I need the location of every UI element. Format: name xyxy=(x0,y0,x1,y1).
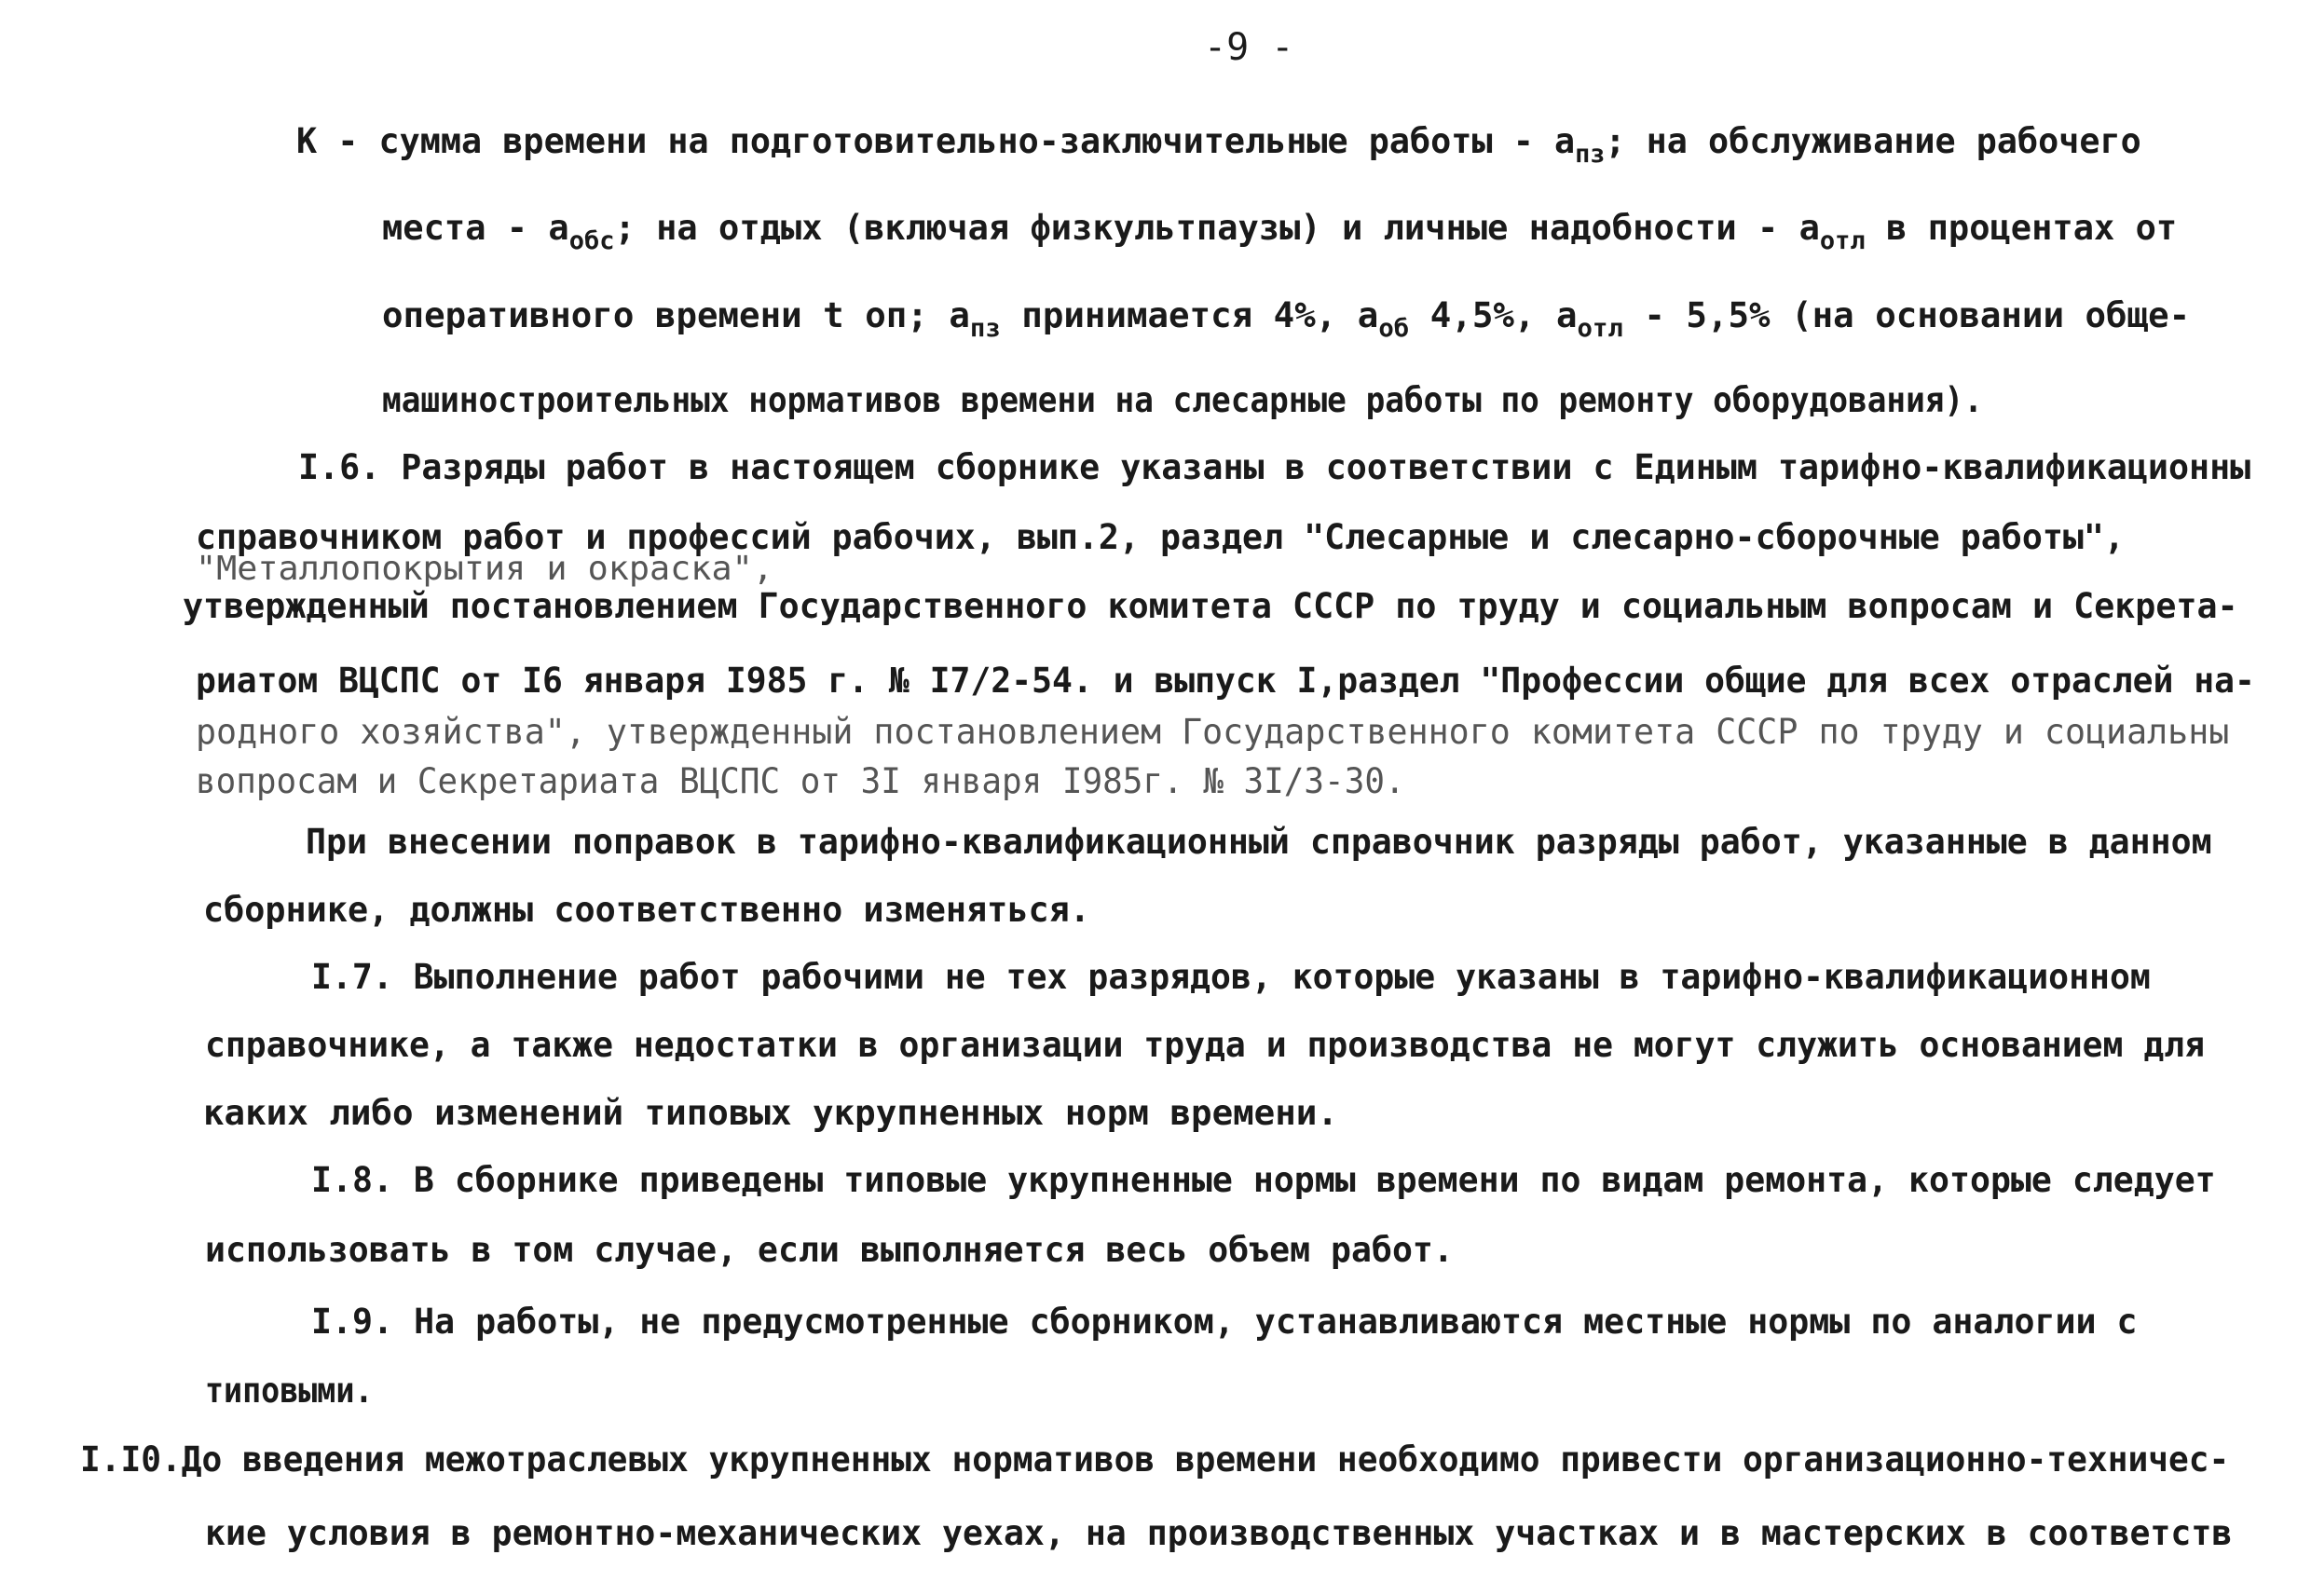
text-line xyxy=(296,121,2141,169)
text-line xyxy=(196,712,2230,752)
text-run: кие условия в ремонтно-механических уехах, на производственных участках и в мастерских в соответств xyxy=(205,1513,2233,1553)
text-run: каких либо изменений типовых укрупненных норм времени. xyxy=(203,1093,1338,1133)
text-run: вопросам и Секретариата ВЦСПС от 3I января I985г. № 3I/3-30. xyxy=(196,761,1405,801)
text-line xyxy=(205,1230,1454,1270)
text-run: места - а xyxy=(382,208,569,248)
text-run: "Металлопокрытия и окраска", xyxy=(196,550,773,588)
text-run: справочнике, а также недостатки в организации труда и производства не могут служить основанием для xyxy=(205,1025,2206,1065)
text-run: I.7. Выполнение работ рабочими не тех разрядов, которые указаны в тарифно-квалификационном xyxy=(311,957,2151,997)
text-run: принимается 4%, а xyxy=(1000,295,1379,335)
text-run: - 5,5% (на основании обще- xyxy=(1622,295,2191,335)
text-line xyxy=(196,761,1405,801)
text-line xyxy=(311,1160,2216,1200)
subscript: отл xyxy=(1819,226,1866,255)
text-run: При внесении поправок в тарифно-квалификационный справочник разряды работ, указанные в данном xyxy=(306,822,2212,862)
text-run: ; на отдых (включая физкультпаузы) и личные надобности - а xyxy=(614,208,1820,248)
text-run: 4,5%, а xyxy=(1409,295,1578,335)
text-run: утвержденный постановлением Государственного комитета СССР по труду и социальным вопросам и Секрета- xyxy=(183,586,2238,626)
text-line xyxy=(311,1302,2138,1342)
text-line xyxy=(183,586,2238,626)
text-run: К - сумма времени на подготовительно-заключительные работы - а xyxy=(296,121,1576,161)
text-line xyxy=(382,295,2191,343)
text-run: I.9. На работы, не предусмотренные сборником, устанавливаются местные нормы по аналогии с xyxy=(311,1302,2138,1342)
text-run: справочником работ и профессий рабочих, вып.2, раздел "Слесарные и слесарно-сборочные работы", xyxy=(196,517,2125,557)
text-run: в процентах от xyxy=(1865,208,2178,248)
text-line xyxy=(196,661,2255,701)
text-run: использовать в том случае, если выполняется весь объем работ. xyxy=(205,1230,1454,1270)
text-line xyxy=(205,1025,2206,1065)
text-run: I.6. Разряды работ в настоящем сборнике указаны в соответствии с Единым тарифно-квалификационны xyxy=(298,447,2251,487)
text-line xyxy=(205,1371,374,1411)
text-run: сборнике, должны соответственно изменяться. xyxy=(203,890,1090,930)
subscript: обс xyxy=(568,226,615,255)
subscript: пз xyxy=(969,314,1001,343)
page-number: -9 - xyxy=(1204,26,1294,69)
text-run: I.8. В сборнике приведены типовые укрупненные нормы времени по видам ремонта, которые следует xyxy=(311,1160,2216,1200)
text-line xyxy=(203,890,1090,930)
text-run: ; на обслуживание рабочего xyxy=(1605,121,2141,161)
text-line xyxy=(203,1093,1338,1133)
text-line xyxy=(311,957,2151,997)
text-line xyxy=(306,822,2212,862)
subscript: отл xyxy=(1577,314,1623,343)
text-line xyxy=(298,447,2251,487)
text-run: типовыми. xyxy=(205,1371,374,1411)
text-run: I.I0.До введения межотраслевых укрупненных нормативов времени необходимо привести организационно-техничес- xyxy=(80,1439,2230,1480)
text-run: машиностроительных нормативов времени на слесарные работы по ремонту оборудования). xyxy=(382,380,1983,420)
subscript: об xyxy=(1378,314,1410,343)
subscript: пз xyxy=(1575,140,1606,169)
text-line xyxy=(382,208,2178,255)
text-run: родного хозяйства", утвержденный постановлением Государственного комитета СССР по труду и социальны xyxy=(196,712,2230,752)
text-line xyxy=(205,1513,2233,1553)
text-line xyxy=(382,380,1983,420)
text-run: риатом ВЦСПС от I6 января I985 г. № I7/2-54. и выпуск I,раздел "Профессии общие для всех отраслей на- xyxy=(196,661,2255,701)
text-line xyxy=(196,552,773,586)
text-run: оперативного времени t оп; а xyxy=(382,295,970,335)
text-line xyxy=(80,1439,2230,1480)
